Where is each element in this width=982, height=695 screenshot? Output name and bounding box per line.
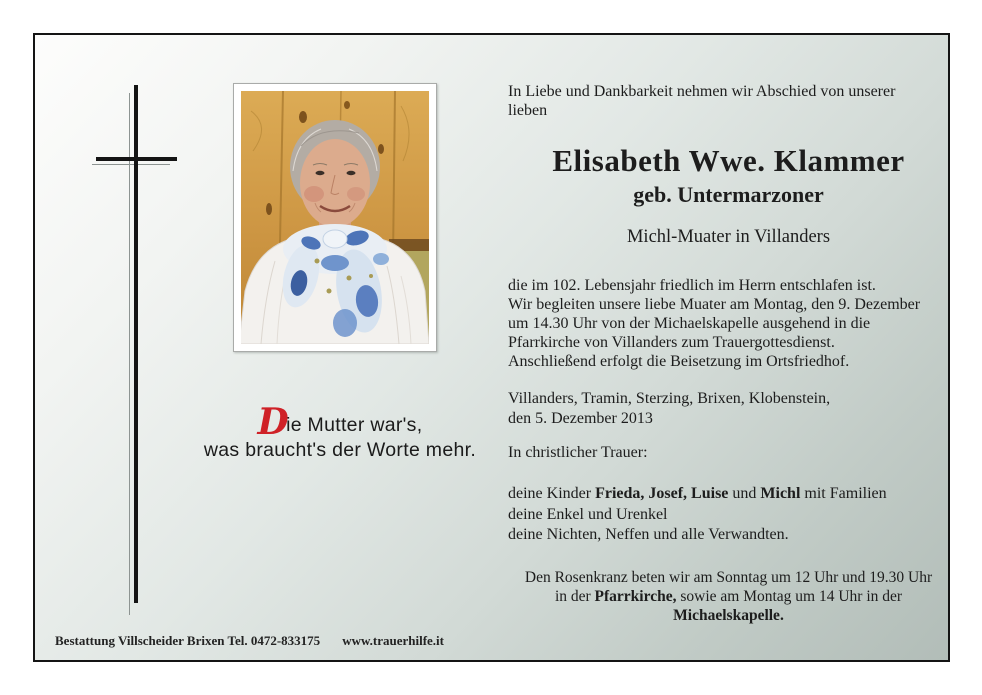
rosary-line-2-suffix: sowie am Montag um 14 Uhr in der	[676, 588, 903, 605]
obituary-card	[33, 33, 950, 662]
motto-line-2: was braucht's der Worte mehr.	[203, 439, 477, 461]
rosary-line-2-text: in der	[554, 588, 595, 605]
rosary-line-1: Den Rosenkranz beten wir am Sonntag um 12 Uhr und 19.30 Uhr	[524, 569, 933, 586]
portrait-photo-frame	[233, 83, 437, 352]
intro-line-1: In Liebe und Dankbarkeit nehmen wir Abschied von unserer	[508, 83, 896, 100]
vulgo-name: Michl-Muater in Villanders	[626, 227, 831, 247]
rosary-line-2	[508, 587, 949, 606]
announcement-line-3: um 14.30 Uhr von der Michaelskapelle ausgehend in die	[508, 315, 871, 332]
cheek	[304, 186, 324, 202]
intro-line-2: lieben	[508, 102, 548, 119]
website-text: www.trauerhilfe.it	[342, 633, 444, 648]
date-line: den 5. Dezember 2013	[508, 410, 653, 427]
cross-vertical-shadow	[129, 93, 130, 615]
announcement-line-1: die im 102. Lebensjahr friedlich im Herrn entschlafen ist.	[508, 277, 876, 294]
deceased-name: Elisabeth Wwe. Klammer	[552, 143, 905, 178]
rosary-notice	[508, 568, 949, 625]
deceased-name-block	[508, 144, 949, 208]
mourners-line-1-conj: und	[728, 485, 761, 502]
cross-vertical-bar	[134, 85, 138, 603]
cheek	[347, 187, 365, 201]
mourners-line-3: deine Nichten, Neffen und alle Verwandten.	[508, 526, 789, 543]
places-line: Villanders, Tramin, Sterzing, Brixen, Klobenstein,	[508, 390, 831, 407]
motto	[175, 401, 505, 463]
motto-line-1	[175, 401, 505, 443]
intro-text	[508, 82, 949, 120]
cross-horizontal-bar	[96, 157, 177, 161]
announcement-line-2: Wir begleiten unsere liebe Muater am Montag, den 9. Dezember	[508, 296, 921, 313]
rosary-chapel-name: Michaelskapelle.	[673, 607, 784, 624]
children-names-2: Michl	[760, 485, 801, 502]
place-date-block	[508, 389, 949, 429]
children-names-1: Frieda, Josef, Luise	[595, 485, 729, 502]
maiden-name: geb. Untermarzoner	[633, 182, 824, 207]
motto-drop-cap: D	[257, 401, 290, 443]
eye	[347, 171, 356, 175]
mourning-heading: In christlicher Trauer:	[508, 444, 648, 461]
cross-horizontal-shadow	[92, 164, 170, 165]
mourners-line-2: deine Enkel und Urenkel	[508, 505, 668, 523]
face	[300, 139, 370, 227]
motto-line-1-text: ie Mutter war's,	[286, 414, 423, 436]
mourners-line-1-text: deine Kinder	[508, 485, 596, 502]
scarf-knot	[323, 230, 347, 248]
footer	[55, 633, 444, 649]
mourners-line-1-suffix: mit Familien	[800, 485, 887, 502]
mourners-list	[508, 484, 949, 546]
portrait-photo	[241, 91, 429, 344]
eye	[316, 171, 325, 175]
announcement-line-5: Anschließend erfolgt die Beisetzung im Ortsfriedhof.	[508, 353, 850, 370]
rosary-church-name: Pfarrkirche,	[594, 588, 677, 605]
mourners-line-1	[508, 484, 949, 505]
funeral-home-info: Bestattung Villscheider Brixen Tel. 0472-833175	[55, 633, 321, 648]
announcement-text	[508, 276, 949, 371]
announcement-line-4: Pfarrkirche von Villanders zum Trauergottesdienst.	[508, 334, 835, 351]
